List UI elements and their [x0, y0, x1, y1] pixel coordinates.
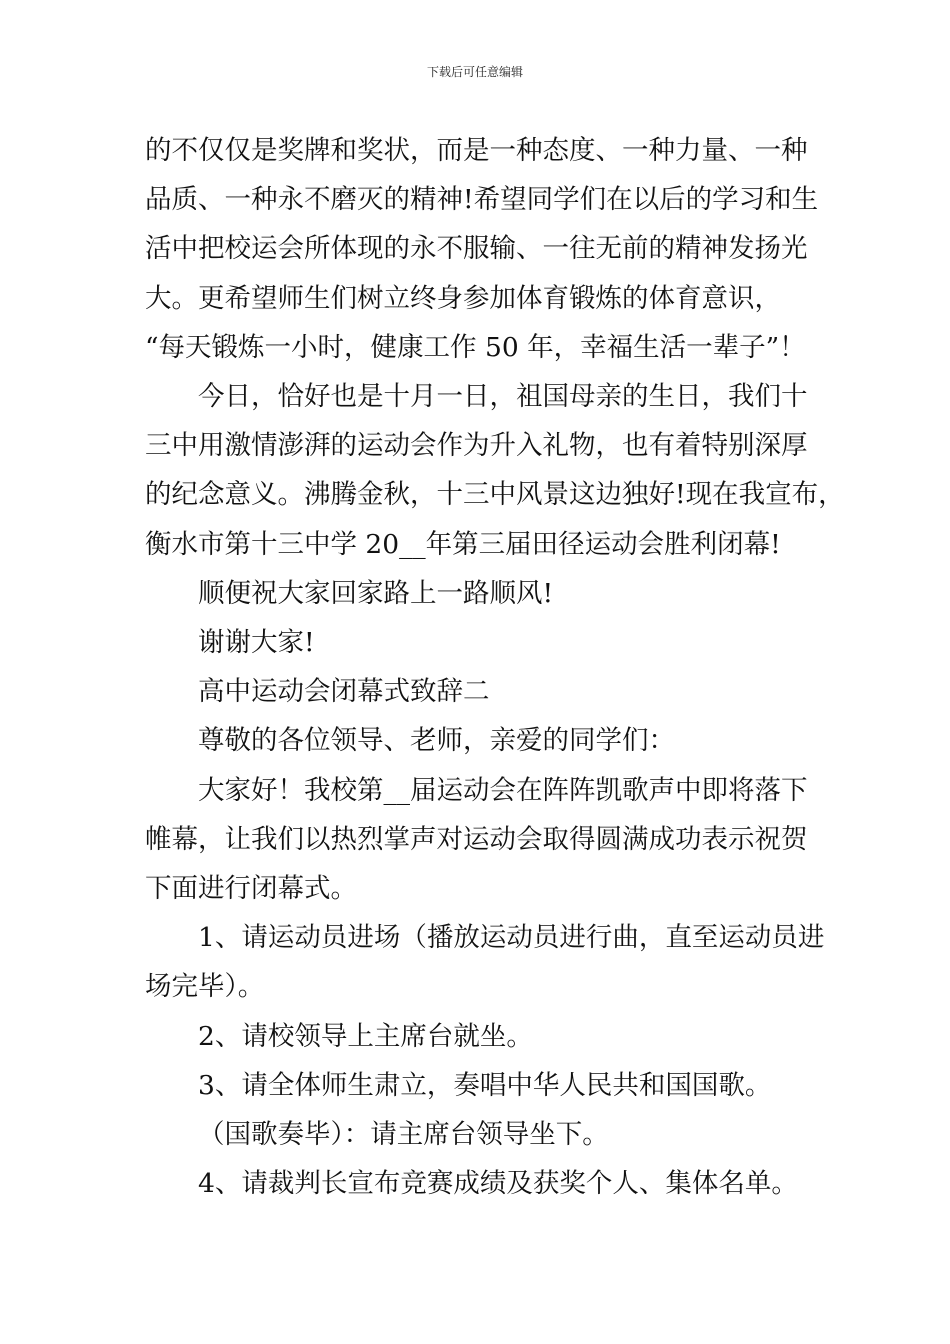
- text-line: 三中用激情澎湃的运动会作为升入礼物，也有着特别深厚: [145, 430, 808, 462]
- text-line: 顺便祝大家回家路上一路顺风!: [198, 577, 554, 609]
- agenda-note: [145, 1110, 825, 1159]
- text-line: 活中把校运会所体现的永不服输、一往无前的精神发扬光: [145, 233, 808, 265]
- text-line: 衡水市第十三中学 20__年第三届田径运动会胜利闭幕!: [145, 528, 781, 560]
- text-line: 2、请校领导上主席台就坐。: [198, 1020, 533, 1052]
- agenda-item-1: [145, 913, 825, 1011]
- text-line: （国歌奏毕）：请主席台领导坐下。: [198, 1119, 609, 1151]
- text-line: 场完毕）。: [145, 971, 265, 1003]
- agenda-item-3: [145, 1061, 825, 1110]
- text-line: 大。更希望师生们树立终身参加体育锻炼的体育意识，: [145, 282, 781, 314]
- text-line: 尊敬的各位领导、老师，亲爱的同学们：: [198, 725, 675, 757]
- text-line: 1、请运动员进场（播放运动员进行曲，直至运动员进: [198, 922, 825, 954]
- text-line: 品质、一种永不磨灭的精神!希望同学们在以后的学习和生: [145, 184, 819, 216]
- text-line: 下面进行闭幕式。: [145, 873, 357, 905]
- document-body: [145, 126, 845, 1208]
- page-header-note: 下载后可任意编辑: [426, 65, 523, 79]
- text-line: 谢谢大家!: [198, 627, 315, 659]
- text-line: 大家好！我校第__届运动会在阵阵凯歌声中即将落下: [198, 774, 808, 806]
- agenda-item-2: [145, 1012, 825, 1061]
- text-line: 高中运动会闭幕式致辞二: [198, 676, 490, 708]
- text-line: “每天锻炼一小时，健康工作 50 年，幸福生活一辈子”！: [145, 331, 806, 363]
- text-line: 的不仅仅是奖牌和奖状，而是一种态度、一种力量、一种: [145, 135, 808, 166]
- text-line: 今日，恰好也是十月一日，祖国母亲的生日，我们十: [198, 381, 808, 413]
- paragraph-farewell: [145, 569, 825, 618]
- text-line: 的纪念意义。沸腾金秋，十三中风景这边独好!现在我宣布，: [145, 479, 845, 511]
- text-line: 4、请裁判长宣布竞赛成绩及获奖个人、集体名单。: [198, 1168, 798, 1200]
- agenda-item-4: [145, 1159, 825, 1208]
- text-line: 帷幕，让我们以热烈掌声对运动会取得圆满成功表示祝贺: [145, 823, 808, 855]
- section-title: [145, 667, 825, 716]
- paragraph-thanks: [145, 618, 825, 667]
- paragraph-opening: [145, 766, 825, 914]
- text-line: 3、请全体师生肃立，奏唱中华人民共和国国歌。: [198, 1069, 772, 1101]
- paragraph-closing-remarks: [145, 126, 825, 372]
- paragraph-salutation: [145, 716, 825, 765]
- paragraph-national-day: [145, 372, 845, 569]
